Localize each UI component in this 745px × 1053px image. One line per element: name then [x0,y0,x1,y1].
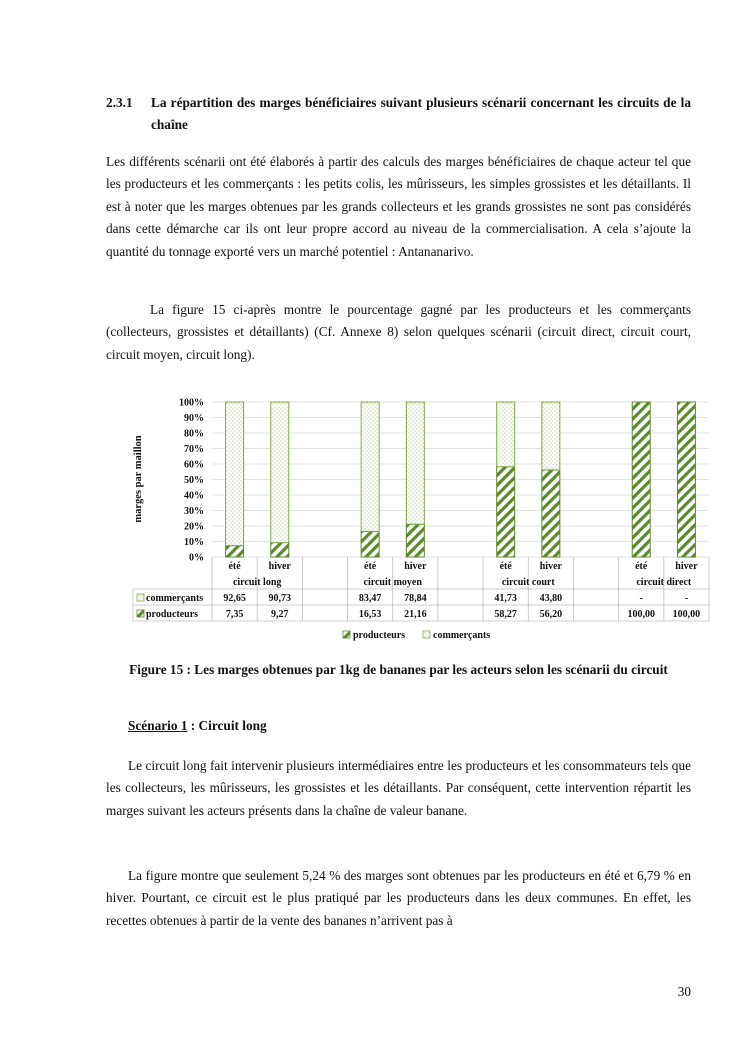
y-tick-label: 80% [184,428,204,440]
legend-label: producteurs [353,630,406,641]
y-tick-label: 10% [184,537,204,548]
y-tick-label: 40% [184,490,204,502]
category-label: hiver [675,561,698,572]
figure-caption: Figure 15 : Les marges obtenues par 1kg de bananes par les acteurs selon les scénarii du circuit [129,662,668,677]
data-label: 7,35 [225,609,244,620]
y-tick-label: 0% [189,552,204,564]
bar-commercants [271,402,289,543]
data-label: 90,73 [268,593,292,604]
data-label: 16,53 [358,609,382,620]
chart-y-axis-label: marges par maillon [133,435,144,523]
page-number: 30 [677,984,691,999]
y-tick-label: 30% [184,506,204,517]
data-label: 9,27 [271,609,289,620]
row-label: commerçants [146,593,204,604]
bar-producteurs [497,467,515,557]
row-legend-key [137,594,144,601]
bar-producteurs [406,524,424,557]
data-label: - [684,593,689,604]
group-label: circuit moyen [363,577,422,588]
data-label: - [639,593,643,604]
bar-commercants [497,402,515,467]
category-label: été [364,561,377,572]
scenario-number: 1 [180,718,188,733]
legend-key-commercants [423,631,430,638]
circuit-long-paragraph: Le circuit long fait intervenir plusieurs intermédiaires entre les producteurs et les consommateurs tels que les collecteurs, les mûrisseurs, les grossistes et les détaillants. Par conséquent, cette intervention répartit les marges suivant les acteurs présents dans la chaîne de valeur banane. [106,758,691,818]
data-label: 83,47 [358,593,382,604]
data-label: 21,16 [404,609,427,620]
row-label: producteurs [146,609,199,620]
data-label: 100,00 [627,609,655,620]
circuit-long-results-paragraph: La figure montre que seulement 5,24 % des marges sont obtenues par les producteurs en été et 6,79 % en hiver. Pourtant, ce circuit est le plus pratiqué par les producteurs dans les deux communes. En effet, les recettes obtenues à partir de la vente des bananes n’arrivent pas à [106,868,691,928]
legend-label: commerçants [433,630,491,641]
section-title: La répartition des marges bénéficiaires suivant plusieurs scénarii concernant les circuits de la chaîne [151,95,691,132]
group-label: circuit direct [636,577,692,588]
bar-producteurs [361,531,379,557]
figure-reference-paragraph: La figure 15 ci-après montre le pourcentage gagné par les producteurs et les commerçants (collecteurs, grossistes et détaillants) (Cf. Annexe 8) selon quelques scénarii (circuit direct, circuit court, circuit moyen, circuit long). [106,302,691,362]
category-label: hiver [268,561,291,572]
y-tick-label: 90% [184,413,204,424]
group-label: circuit court [501,577,555,588]
scenario-heading [128,718,267,734]
bar-commercants [542,402,560,470]
data-label: 58,27 [494,609,517,620]
bar-commercants [226,402,244,546]
bar-producteurs [271,543,289,557]
chart-legend [343,630,490,641]
category-label: été [228,561,241,572]
chart-y-ticks [179,398,204,564]
bar-producteurs [226,546,244,557]
data-label: 41,73 [494,593,517,604]
y-tick-label: 50% [184,475,204,486]
scenario-label: Scénario [128,718,178,733]
category-label: hiver [539,561,562,572]
data-label: 43,80 [539,593,563,604]
y-tick-label: 100% [179,397,204,409]
section-number: 2.3.1 [106,95,133,110]
data-label: 100,00 [672,609,701,620]
category-label: hiver [404,561,427,572]
scenario-title: : Circuit long [187,718,267,733]
row-legend-key [137,610,144,617]
category-label: été [635,561,648,572]
bar-commercants [361,402,379,531]
data-label: 78,84 [404,593,427,604]
y-tick-label: 70% [184,444,204,455]
y-tick-label: 20% [184,521,204,533]
legend-key-producteurs [343,631,350,638]
category-label: été [499,561,512,572]
intro-paragraph: Les différents scénarii ont été élaborés à partir des calculs des marges bénéficiaires de chaque acteur tel que les producteurs et les commerçants : les petits colis, les mûrisseurs, les simples grossistes et les détaillants. Il est à noter que les marges obtenues par les grands collecteurs et les grands grossistes ne sont pas considérés dans cette démarche car ils ont leur propre accord au niveau de la commercialisation. A cela s’ajoute la quantité du tonnage exporté vers un marché potentiel : Antananarivo. [106,154,691,259]
bar-producteurs [632,402,650,557]
bar-producteurs [542,470,560,557]
bar-producteurs [677,402,695,557]
y-tick-label: 60% [184,459,204,471]
chart-data-table [133,557,709,621]
data-label: 92,65 [223,593,246,604]
data-label: 56,20 [539,609,563,620]
group-label: circuit long [232,577,282,588]
bar-commercants [406,402,424,524]
